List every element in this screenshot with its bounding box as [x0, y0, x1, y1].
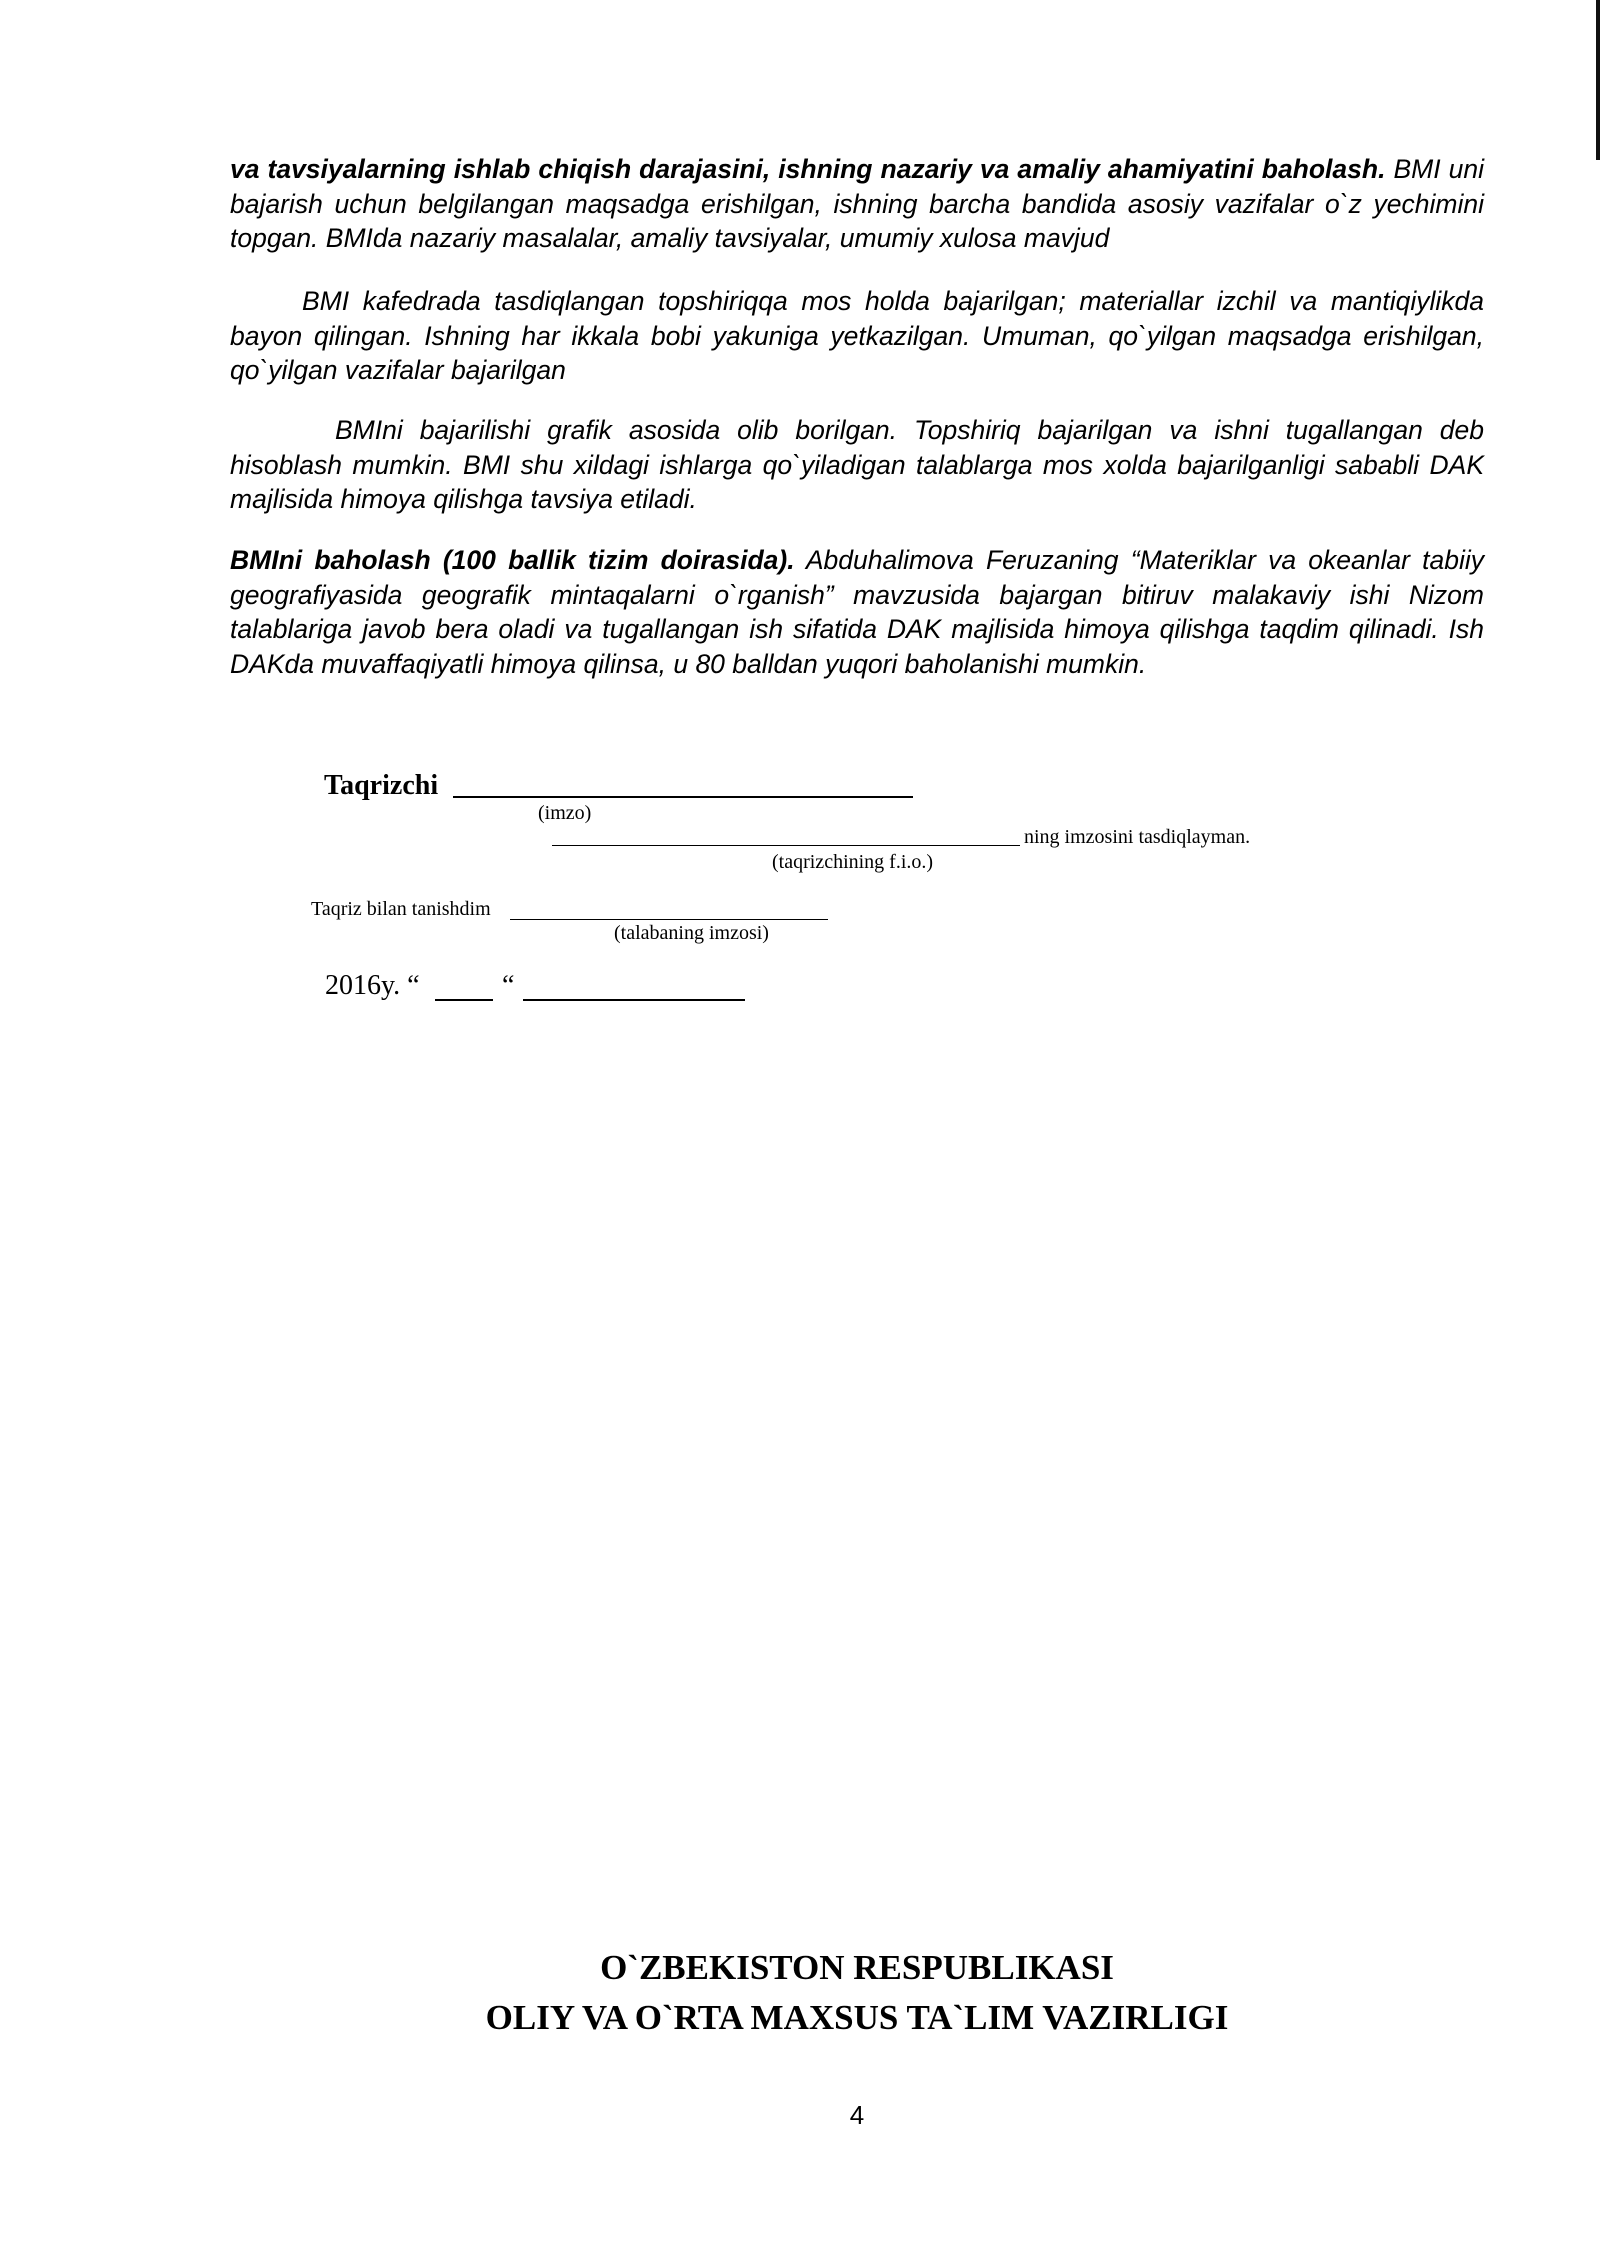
reviewer-label: Taqrizchi — [324, 770, 439, 801]
reviewer-name-line — [552, 845, 1020, 846]
student-signature-caption: (talabaning imzosi) — [614, 922, 769, 944]
paragraph-grading — [230, 543, 1484, 681]
paragraph-assessment-bold: va tavsiyalarning ishlab chiqish darajasini, ishning nazariy va amaliy ahamiyatini baholash. — [230, 154, 1386, 184]
page-number: 4 — [849, 2100, 865, 2130]
date-quote: “ — [502, 970, 515, 1001]
page-edge-line — [1596, 0, 1600, 160]
heading-republic: O`ZBEKISTON RESPUBLIKASI — [600, 1948, 1114, 1987]
heading-ministry: OLIY VA O`RTA MAXSUS TA`LIM VAZIRLIGI — [485, 1998, 1229, 2037]
reviewer-name-caption: (taqrizchining f.i.o.) — [772, 851, 934, 873]
signature-confirmation-text: ning imzosini tasdiqlayman. — [1024, 826, 1251, 848]
paragraph-approval: BMI kafedrada tasdiqlangan topshiriqqa mos holda bajarilgan; materiallar izchil va mantiqiylikda bayon qilingan. Ishning har ikkala bobi yakuniga yetkazilgan. Umuman, qo`yilgan maqsadga erishilgan, qo`yilgan vazifalar bajarilgan — [230, 286, 1484, 385]
student-signature-line — [510, 919, 828, 920]
date-month-blank — [523, 999, 745, 1001]
reviewer-signature-line — [453, 796, 913, 798]
date-year: 2016y. “ — [325, 970, 420, 1001]
paragraph-grading-text: Abduhalimova Feruzaning “Materiklar va okeanlar tabiiy geografiyasida geografik mintaqalarni o`rganish” mavzusida bajargan bitiruv malakaviy ishi Nizom talablariga javob bera oladi va tugallangan ish sifatida DAK majlisida himoya qilishga taqdim qilinadi. Ish DAKda muvaffaqiyatli himoya qilinsa, u 80 balldan yuqori baholanishi mumkin. — [230, 545, 1484, 679]
acknowledgement-label: Taqriz bilan tanishdim — [311, 898, 491, 920]
paragraph-assessment-text: BMI uni bajarish uchun belgilangan maqsadga erishilgan, ishning barcha bandida asosiy vazifalar o`z yechimini topgan. BMIda nazariy masalalar, amaliy tavsiyalar, umumiy xulosa mavjud — [230, 154, 1484, 253]
paragraph-grading-bold: BMIni baholash (100 ballik tizim doirasida). — [230, 545, 795, 575]
paragraph-assessment — [230, 152, 1484, 256]
signature-caption: (imzo) — [538, 802, 592, 824]
date-day-blank — [435, 999, 493, 1001]
paragraph-recommendation: BMIni bajarilishi grafik asosida olib borilgan. Topshiriq bajarilgan va ishni tugallangan deb hisoblash mumkin. BMI shu xildagi ishlarga qo`yiladigan talablarga mos xolda bajarilganligi sababli DAK majlisida himoya qilishga tavsiya etiladi. — [230, 415, 1484, 514]
